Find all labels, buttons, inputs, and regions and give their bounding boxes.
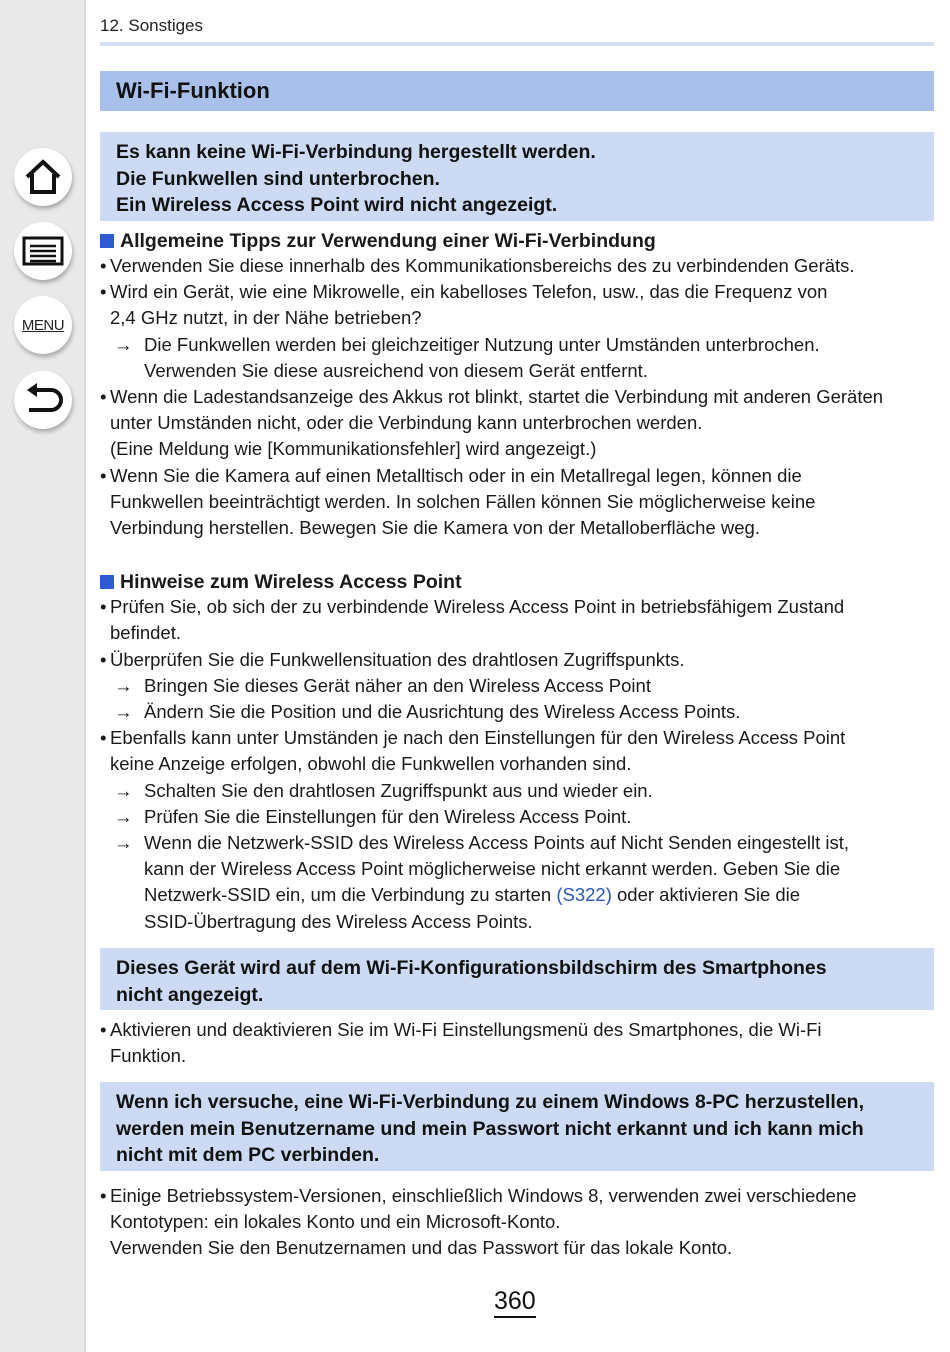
item-text-part: oder aktivieren Sie die	[617, 884, 801, 905]
chapter-heading: 12. Sonstiges	[100, 16, 204, 35]
item-text: Wenn Sie die Kamera auf einen Metalltisch oder in ein Metallregal legen, können die	[110, 465, 802, 486]
item-text: Wenn die Ladestandsanzeige des Akkus rot blinkt, startet die Verbindung mit anderen Geräten	[110, 386, 884, 407]
page-link[interactable]: (S322)	[556, 884, 612, 905]
back-arrow-icon	[23, 382, 63, 418]
question-box	[100, 948, 934, 1010]
menu-button[interactable]	[14, 296, 72, 354]
bullet-icon: •	[100, 649, 107, 670]
item-text: Wenn die Netzwerk-SSID des Wireless Access Points auf Nicht Senden eingestellt ist,	[144, 832, 850, 853]
question-line: nicht angezeigt.	[116, 983, 264, 1006]
item-text: keine Anzeige erfolgen, obwohl die Funkwellen vorhanden sind.	[110, 753, 632, 774]
item-text: unter Umständen nicht, oder die Verbindung kann unterbrochen werden.	[110, 412, 703, 433]
section-title: Wi-Fi-Funktion	[100, 71, 934, 111]
bullet-icon: •	[100, 386, 107, 407]
page-number: 360	[494, 1287, 536, 1318]
item-text: Wird ein Gerät, wie eine Mikrowelle, ein kabelloses Telefon, usw., das die Frequenz von	[110, 281, 828, 302]
subheading	[100, 228, 656, 254]
item-text: Verwenden Sie diese ausreichend von diesem Gerät entfernt.	[144, 360, 648, 381]
question-line: Wenn ich versuche, eine Wi-Fi-Verbindung zu einem Windows 8-PC herzustellen,	[116, 1091, 864, 1113]
bullet-icon: •	[100, 727, 107, 748]
item-text: Kontotypen: ein lokales Konto und ein Microsoft-Konto.	[110, 1211, 561, 1232]
item-text: Verwenden Sie den Benutzernamen und das Passwort für das lokale Konto.	[110, 1237, 733, 1258]
item-text	[144, 882, 800, 908]
item-text: Prüfen Sie, ob sich der zu verbindende Wireless Access Point in betriebsfähigem Zustand	[110, 596, 845, 617]
arrow-icon: →	[114, 701, 133, 722]
item-text: Prüfen Sie die Einstellungen für den Wireless Access Point.	[144, 806, 632, 827]
item-text: Die Funkwellen werden bei gleichzeitiger Nutzung unter Umständen unterbrochen.	[144, 334, 820, 355]
arrow-icon: →	[114, 832, 133, 853]
subheading-text: Hinweise zum Wireless Access Point	[120, 571, 462, 593]
question-box	[100, 1082, 934, 1171]
toc-button[interactable]	[14, 222, 72, 280]
item-text: Bringen Sie dieses Gerät näher an den Wireless Access Point	[144, 675, 651, 696]
list-icon	[22, 236, 64, 266]
item-text-part: Netzwerk-SSID ein, um die Verbindung zu starten	[144, 884, 552, 905]
bullet-icon: •	[100, 465, 107, 486]
home-button[interactable]	[14, 148, 72, 206]
item-text: (Eine Meldung wie [Kommunikationsfehler] wird angezeigt.)	[110, 438, 597, 459]
item-text: Aktivieren und deaktivieren Sie im Wi-Fi Einstellungsmenü des Smartphones, die Wi-Fi	[110, 1019, 822, 1040]
item-text: SSID-Übertragung des Wireless Access Points.	[144, 911, 533, 932]
arrow-icon: →	[114, 780, 133, 801]
home-icon	[23, 158, 63, 196]
bullet-icon: •	[100, 1019, 107, 1040]
square-marker-icon	[100, 234, 114, 248]
subheading-text: Allgemeine Tipps zur Verwendung einer Wi-Fi-Verbindung	[120, 230, 656, 252]
question-line: Ein Wireless Access Point wird nicht angezeigt.	[116, 194, 558, 216]
item-text: Verwenden Sie diese innerhalb des Kommunikationsbereichs des zu verbindenden Geräts.	[110, 255, 855, 276]
bullet-icon: •	[100, 1185, 107, 1206]
question-line: Es kann keine Wi-Fi-Verbindung hergestellt werden.	[116, 141, 596, 163]
question-line: Dieses Gerät wird auf dem Wi-Fi-Konfigurationsbildschirm des Smartphones	[116, 957, 827, 979]
item-text: Schalten Sie den drahtlosen Zugriffspunkt aus und wieder ein.	[144, 780, 653, 801]
item-text: Einige Betriebssystem-Versionen, einschließlich Windows 8, verwenden zwei verschiedene	[110, 1185, 857, 1206]
arrow-icon: →	[114, 675, 133, 696]
back-button[interactable]	[14, 371, 72, 429]
item-text: Ebenfalls kann unter Umständen je nach den Einstellungen für den Wireless Access Point	[110, 727, 846, 748]
question-line: Die Funkwellen sind unterbrochen.	[116, 167, 440, 190]
question-line: werden mein Benutzername und mein Passwort nicht erkannt und ich kann mich	[116, 1117, 864, 1140]
header-divider	[100, 42, 934, 46]
bullet-icon: •	[100, 255, 107, 276]
item-text: kann der Wireless Access Point möglicherweise nicht erkannt werden. Geben Sie die	[144, 858, 841, 879]
menu-label: MENU	[21, 316, 65, 334]
question-box	[100, 132, 934, 221]
item-text: Ändern Sie die Position und die Ausrichtung des Wireless Access Points.	[144, 701, 741, 722]
item-text: befindet.	[110, 622, 181, 643]
item-text: Überprüfen Sie die Funkwellensituation des drahtlosen Zugriffspunkts.	[110, 649, 685, 670]
square-marker-icon	[100, 575, 114, 589]
subheading	[100, 569, 462, 595]
item-text: Verbindung herstellen. Bewegen Sie die Kamera von der Metalloberfläche weg.	[110, 517, 760, 538]
nav-sidebar	[0, 0, 86, 1352]
item-text: Funkwellen beeinträchtigt werden. In solchen Fällen können Sie möglicherweise keine	[110, 491, 816, 512]
bullet-icon: •	[100, 596, 107, 617]
item-text: 2,4 GHz nutzt, in der Nähe betrieben?	[110, 307, 422, 328]
question-line: nicht mit dem PC verbinden.	[116, 1144, 380, 1166]
bullet-icon: •	[100, 281, 107, 302]
arrow-icon: →	[114, 334, 133, 355]
item-text: Funktion.	[110, 1045, 187, 1066]
arrow-icon: →	[114, 806, 133, 827]
